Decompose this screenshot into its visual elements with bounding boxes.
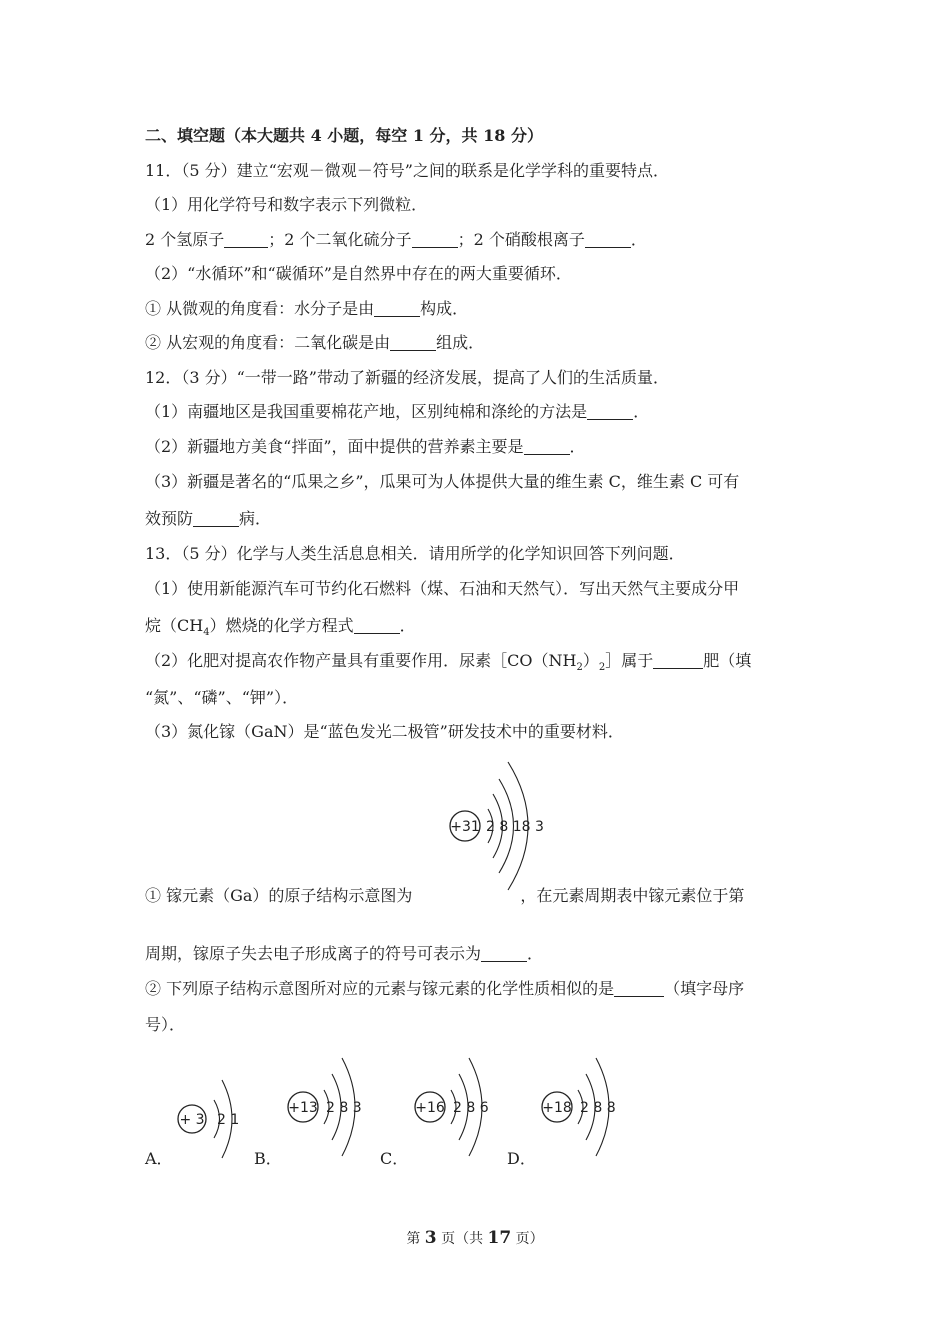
page-footer [0,1228,950,1248]
total-pages: 17 [487,1228,512,1248]
q13-text: 烷（CH [145,616,204,635]
q12-text: ． [633,402,650,421]
q12-text: 效预防 [145,509,194,528]
shell-electrons: 2 8 18 3 [486,819,544,835]
nucleus-charge: + 3 [179,1112,205,1128]
footer-text: 第 [406,1231,421,1247]
answer-blank[interactable] [585,231,631,248]
ga-atom-diagram [444,756,554,901]
q11-part2-b [145,333,484,353]
q13-text: ． [399,616,416,635]
shell-electrons: 2 8 3 [326,1100,362,1116]
q11-text: ． [630,230,647,249]
shell-electrons: 2 8 8 [580,1100,616,1116]
q13-text: ． [527,944,544,963]
q12-part1 [145,402,649,422]
nucleus-charge: +18 [542,1100,572,1116]
q13-part3-a [145,886,744,906]
q13-part3-c-cont: 号）． [145,1015,186,1034]
q11-stem: 11．（5 分）建立“宏观－微观－符号”之间的联系是化学学科的重要特点． [145,161,669,180]
option-b-label[interactable]: B． [254,1149,282,1168]
option-c-label[interactable]: C． [380,1149,409,1168]
q11-text: ；2 个二氧化硫分子 [268,230,412,249]
q12-part2 [145,437,586,457]
shell-electrons: 2 1 [217,1112,240,1128]
shell-electrons: 2 8 6 [453,1100,489,1116]
q12-part3-cont [145,509,271,529]
q13-part2 [145,651,751,678]
nucleus-charge: +31 [450,819,480,835]
q11-text: 组成． [436,333,485,352]
answer-blank[interactable] [224,231,268,248]
q12-text: （1）南疆地区是我国重要棉花产地，区别纯棉和涤纶的方法是 [145,402,588,421]
q13-text: ，在元素周期表中镓元素位于第 [520,886,745,905]
q11-text: ② 从宏观的角度看：二氧化碳是由 [145,333,391,352]
q13-part1-cont [145,616,416,643]
option-a-atom [170,1070,250,1170]
q12-text: （2）新疆地方美食“拌面”，面中提供的营养素主要是 [145,437,524,456]
q11-part2-a [145,299,468,319]
option-b-atom [284,1052,379,1162]
subscript: 2 [598,662,606,674]
q11-text: ① 从微观的角度看：水分子是由 [145,299,375,318]
q13-text: 周期，镓原子失去电子形成离子的符号可表示为 [145,944,482,963]
q12-text: 病． [239,509,272,528]
q13-part3: （3）氮化镓（GaN）是“蓝色发光二极管”研发技术中的重要材料． [145,722,624,741]
q13-stem: 13．（5 分）化学与人类生活息息相关．请用所学的化学知识回答下列问题． [145,544,685,563]
q12-stem: 12．（3 分）“一带一路”带动了新疆的经济发展，提高了人们的生活质量． [145,368,669,387]
q11-part1-blanks [145,230,647,250]
q13-part2-cont: “氮”、“磷”、“钾”）． [145,688,299,707]
q12-part3: （3）新疆是著名的“瓜果之乡”，瓜果可为人体提供大量的维生素 C，维生素 C 可有 [145,472,740,491]
q11-part1: （1）用化学符号和数字表示下列微粒． [145,195,428,214]
answer-blank[interactable] [390,334,436,351]
q13-text: ）燃烧的化学方程式 [209,616,354,635]
q13-text: （填字母序 [664,979,745,998]
subscript: 4 [203,627,210,639]
answer-blank[interactable] [524,438,570,455]
answer-blank[interactable] [653,652,703,669]
q13-text: 肥（填 [703,651,752,670]
q13-text: ） [582,651,599,670]
q11-part2: （2）“水循环”和“碳循环”是自然界中存在的两大重要循环． [145,264,572,283]
page-number: 3 [424,1228,437,1248]
answer-blank[interactable] [374,300,420,317]
option-d-label[interactable]: D． [507,1149,536,1168]
footer-text: 页） [515,1231,544,1247]
answer-blank[interactable] [587,403,633,420]
q11-text: 2 个氢原子 [145,230,225,249]
answer-blank[interactable] [412,231,458,248]
option-a-label[interactable]: A． [145,1149,173,1168]
option-d-atom [538,1052,633,1162]
answer-blank[interactable] [614,980,664,997]
answer-blank[interactable] [354,617,400,634]
q13-text: ② 下列原子结构示意图所对应的元素与镓元素的化学性质相似的是 [145,979,615,998]
section-title: 二、填空题（本大题共 4 小题，每空 1 分，共 18 分） [145,126,543,145]
q13-text: （2）化肥对提高农作物产量具有重要作用．尿素［CO（NH [145,651,577,670]
q13-part3-b [145,944,543,964]
nucleus-charge: +13 [288,1100,318,1116]
q13-text: ］属于 [605,651,654,670]
answer-blank[interactable] [193,510,239,527]
footer-text: 页（共 [441,1231,484,1247]
subscript: 2 [576,662,583,674]
answer-blank[interactable] [481,945,527,962]
q11-text: 构成． [420,299,469,318]
q13-part3-c [145,979,744,999]
q13-part1: （1）使用新能源汽车可节约化石燃料（煤、石油和天然气）．写出天然气主要成分甲 [145,579,740,598]
nucleus-charge: +16 [415,1100,445,1116]
option-c-atom [411,1052,506,1162]
q13-text: ① 镓元素（Ga）的原子结构示意图为 [145,886,413,905]
q11-text: ；2 个硝酸根离子 [457,230,585,249]
q12-text: ． [569,437,586,456]
